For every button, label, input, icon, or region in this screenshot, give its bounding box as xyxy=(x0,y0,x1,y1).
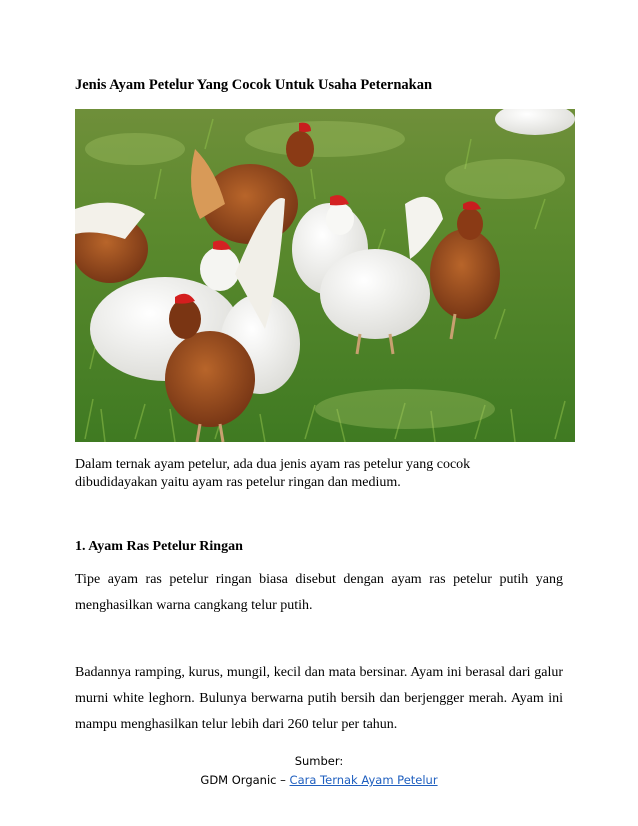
source-link[interactable]: Cara Ternak Ayam Petelur xyxy=(289,773,438,787)
body-paragraph-1: Tipe ayam ras petelur ringan biasa disebut dengan ayam ras petelur putih yang menghasilkan warna cangkang telur putih. xyxy=(75,572,563,613)
source-footer xyxy=(0,752,638,790)
chickens-photo xyxy=(75,109,575,442)
body-paragraph-2: Badannya ramping, kurus, mungil, kecil dan mata bersinar. Ayam ini berasal dari galur murni white leghorn. Bulunya berwarna putih bersih dan berjengger merah. Ayam ini mampu menghasilkan telur lebih dari 260 telur per tahun. xyxy=(75,665,563,732)
intro-paragraph: Dalam ternak ayam petelur, ada dua jenis ayam ras petelur yang cocok dibudidayakan yaitu ayam ras petelur ringan dan medium. xyxy=(75,457,471,490)
section-heading: 1. Ayam Ras Petelur Ringan xyxy=(75,539,243,554)
source-prefix: GDM Organic – xyxy=(200,773,290,787)
page-title: Jenis Ayam Petelur Yang Cocok Untuk Usaha Peternakan xyxy=(75,77,433,93)
source-label: Sumber: xyxy=(294,754,344,768)
source-line xyxy=(0,771,638,790)
